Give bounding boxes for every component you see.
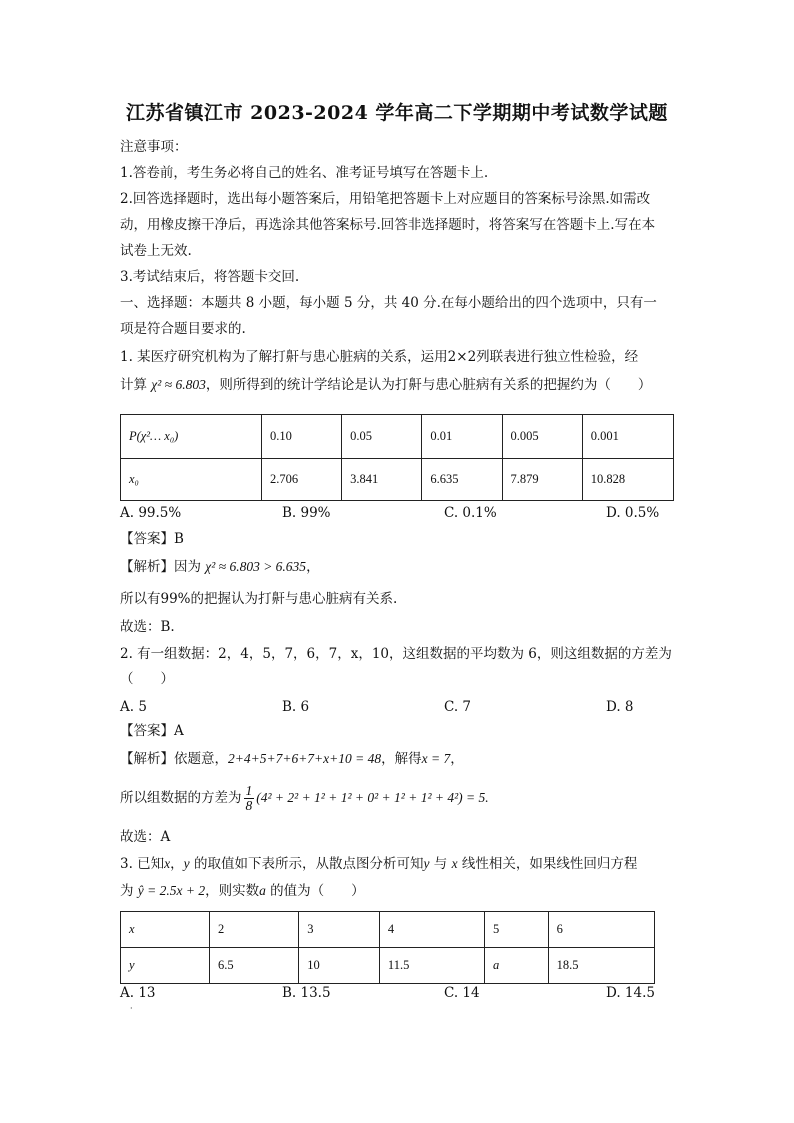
option-b: B. 99% bbox=[282, 505, 331, 521]
q1-analysis-conclusion: 所以有99%的把握认为打鼾与患心脏病有关系. bbox=[120, 591, 398, 607]
option-a: A. 5 bbox=[120, 699, 147, 715]
q2-variance bbox=[120, 780, 489, 816]
q2-stem: 2. 有一组数据：2，4，5，7，6，7，x，10，这组数据的平均数为 6，则这组数据的方差为 bbox=[120, 646, 672, 662]
table-cell: 4 bbox=[379, 912, 484, 948]
q3-stem-mid: 的取值如下表所示，从散点图分析可知 bbox=[189, 856, 424, 872]
q2-variance-pre: 所以组数据的方差为 bbox=[120, 790, 242, 806]
table-cell: 0.01 bbox=[422, 415, 502, 459]
q1-table bbox=[120, 414, 674, 501]
q2-solution: x = 7 bbox=[421, 751, 451, 766]
table-cell: 3.841 bbox=[342, 459, 422, 501]
section-heading-cont: 项是符合题目要求的. bbox=[120, 321, 246, 337]
table-cell: 6 bbox=[548, 912, 654, 948]
q3-stem-cont bbox=[120, 882, 365, 900]
section-heading: 一、选择题：本题共 8 小题，每小题 5 分，共 40 分.在每小题给出的四个选项中，只有一 bbox=[120, 295, 657, 311]
q1-chi-value: χ² ≈ 6.803 bbox=[151, 377, 206, 392]
q1-stem: 1. 某医疗研究机构为了解打鼾与患心脏病的关系，运用2×2列联表进行独立性检验，经 bbox=[120, 349, 639, 365]
option-b: B. 6 bbox=[282, 699, 310, 715]
q3-var-y: y bbox=[183, 856, 190, 871]
q2-answer: 【答案】A bbox=[120, 723, 184, 739]
option-c: C. 14 bbox=[444, 985, 480, 1001]
option-a: A. 13 bbox=[120, 985, 156, 1001]
table-row bbox=[121, 948, 655, 984]
q2-analysis-mid: ，解得 bbox=[381, 751, 422, 767]
q1-answer: 【答案】B bbox=[120, 531, 184, 547]
q3-var-y2: y bbox=[423, 856, 430, 871]
table-row bbox=[121, 415, 674, 459]
q3-stem-post: 线性相关，如果线性回归方程 bbox=[457, 856, 638, 872]
table-cell: 2 bbox=[210, 912, 299, 948]
table-cell: 10 bbox=[299, 948, 380, 984]
option-a: A. 99.5% bbox=[120, 505, 182, 521]
notice-item: 3.考试结束后，将答题卡交回. bbox=[120, 269, 300, 285]
notice-item: 1.答卷前，考生务必将自己的姓名、准考证号填写在答题卡上. bbox=[120, 165, 489, 181]
table-cell: P(χ²… x₀) bbox=[121, 415, 262, 459]
option-c: C. 0.1% bbox=[444, 505, 497, 521]
q2-variance-expr: (4² + 2² + 1² + 1² + 0² + 1² + 1² + 4²) = 5. bbox=[256, 790, 489, 805]
table-cell: 3 bbox=[299, 912, 380, 948]
page-title: 江苏省镇江市 2023-2024 学年高二下学期期中考试数学试题 bbox=[126, 102, 668, 124]
q3-sep: ， bbox=[170, 856, 184, 872]
table-cell: x bbox=[121, 912, 210, 948]
q1-analysis-post: ， bbox=[306, 559, 320, 575]
table-cell: 0.05 bbox=[342, 415, 422, 459]
table-row bbox=[121, 912, 655, 948]
q1-stem-pre: 计算 bbox=[120, 377, 152, 393]
table-cell: 0.10 bbox=[262, 415, 342, 459]
q1-stem-cont bbox=[120, 376, 651, 394]
notice-heading: 注意事项： bbox=[120, 139, 188, 155]
q2-sum: 2+4+5+7+6+7+x+10 = 48 bbox=[228, 751, 382, 766]
table-cell: 18.5 bbox=[548, 948, 654, 984]
table-cell: x₀ bbox=[121, 459, 262, 501]
table-cell: 0.001 bbox=[582, 415, 673, 459]
stray-dot: · bbox=[130, 1004, 133, 1013]
notice-item: 动，用橡皮擦干净后，再选涂其他答案标号.回答非选择题时，将答案写在答题卡上.写在本 bbox=[120, 217, 656, 233]
table-cell: a bbox=[485, 948, 549, 984]
q2-analysis-post: ， bbox=[450, 751, 464, 767]
table-cell: 6.5 bbox=[210, 948, 299, 984]
q3-line2-pre: 为 bbox=[120, 883, 138, 899]
q3-var-x2: x bbox=[451, 856, 458, 871]
q1-stem-post: ，则所得到的统计学结论是认为打鼾与患心脏病有关系的把握约为（ ） bbox=[205, 377, 652, 393]
option-d: D. 0.5% bbox=[606, 505, 660, 521]
q2-analysis-pre: 【解析】依题意， bbox=[120, 751, 228, 767]
q1-choose: 故选：B. bbox=[120, 619, 175, 635]
table-cell: 2.706 bbox=[262, 459, 342, 501]
q3-var-x: x bbox=[164, 856, 171, 871]
option-b: B. 13.5 bbox=[282, 985, 331, 1001]
notice-item: 试卷上无效. bbox=[120, 243, 192, 259]
q3-stem bbox=[120, 855, 637, 873]
q1-analysis-pre: 【解析】因为 bbox=[120, 559, 206, 575]
q3-stem-mid2: 与 bbox=[429, 856, 452, 872]
q3-line2-post: 的值为（ ） bbox=[265, 883, 365, 899]
fraction-denominator: 8 bbox=[245, 798, 253, 813]
q2-choose: 故选：A bbox=[120, 829, 171, 845]
q3-var-a: a bbox=[259, 883, 266, 898]
q3-stem-pre: 3. 已知 bbox=[120, 856, 165, 872]
q3-table bbox=[120, 911, 655, 984]
table-cell: 5 bbox=[485, 912, 549, 948]
option-c: C. 7 bbox=[444, 699, 472, 715]
q2-fraction bbox=[244, 784, 255, 813]
table-cell: 10.828 bbox=[582, 459, 673, 501]
table-cell: 0.005 bbox=[502, 415, 582, 459]
table-cell: 7.879 bbox=[502, 459, 582, 501]
q2-analysis bbox=[120, 750, 464, 768]
option-d: D. 8 bbox=[606, 699, 634, 715]
table-cell: 6.635 bbox=[422, 459, 502, 501]
table-row bbox=[121, 459, 674, 501]
table-cell: 11.5 bbox=[379, 948, 484, 984]
q3-regression: ŷ = 2.5x + 2 bbox=[137, 883, 206, 898]
option-d: D. 14.5 bbox=[606, 985, 655, 1001]
table-cell: y bbox=[121, 948, 210, 984]
q1-analysis-math: χ² ≈ 6.803 > 6.635 bbox=[205, 559, 307, 574]
fraction-numerator: 1 bbox=[245, 783, 253, 798]
q2-stem-cont: （ ） bbox=[120, 671, 174, 687]
q3-line2-mid: ，则实数 bbox=[205, 883, 260, 899]
notice-item: 2.回答选择题时，选出每小题答案后，用铅笔把答题卡上对应题目的答案标号涂黑.如需改 bbox=[120, 191, 651, 207]
q1-analysis bbox=[120, 558, 320, 576]
